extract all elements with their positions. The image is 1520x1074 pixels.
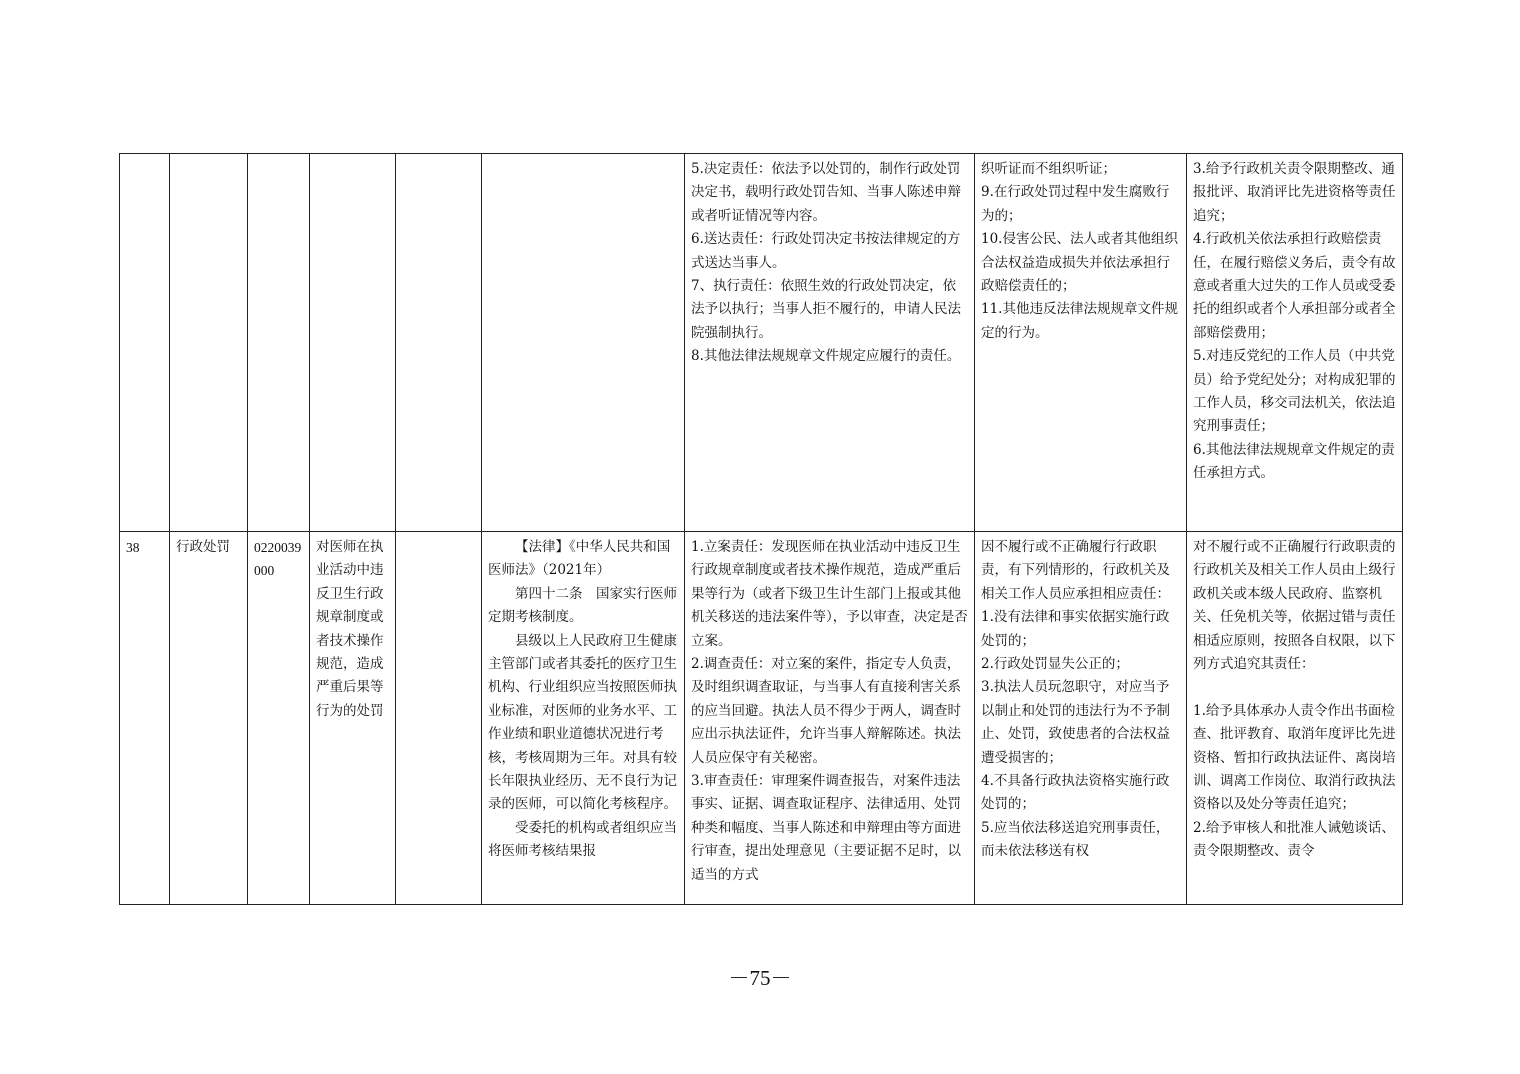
table-row <box>120 154 1403 532</box>
cell-no <box>120 154 170 532</box>
cell-type <box>170 154 248 532</box>
cell-accountability-method: 对不履行或不正确履行行政职责的行政机关及相关工作人员由上级行政机关或本级人民政府、监察机关、任免机关等，依据过错与责任相适应原则，按照各自权限，以下列方式追究其责任： 1.给予具体承办人责令作出书面检查、批评教育、取消年度评比先进资格、暂扣行政执法证件、离岗培训、调离工作岗位、取消行政执法资格以及处分等责任追究； 2.给予审核人和批准人诫勉谈话、责令限期整改、责令 <box>1187 532 1403 905</box>
basis-paragraph: 县级以上人民政府卫生健康主管部门或者其委托的医疗卫生机构、行业组织应当按照医师执业标准，对医师的业务水平、工作业绩和职业道德状况进行考核，考核周期为三年。对具有较长年限执业经历、无不良行为记录的医师，可以简化考核程序。 <box>488 632 677 813</box>
cell-accountability-cases: 因不履行或不正确履行行政职责，有下列情形的，行政机关及相关工作人员应承担相应责任： 1.没有法律和事实依据实施行政处罚的； 2.行政处罚显失公正的； 3.执法人员玩忽职守，对应当予以制止和处罚的违法行为不予制止、处罚，致使患者的合法权益遭受损害的； 4.不具备行政执法资格实施行政处罚的； 5.应当依法移送追究刑事责任，而未依法移送有权 <box>975 532 1187 905</box>
cell-code <box>248 154 310 532</box>
cell-accountability-cases: 织听证而不组织听证； 9.在行政处罚过程中发生腐败行为的； 10.侵害公民、法人或者其他组织合法权益造成损失并依法承担行政赔偿责任的； 11.其他违反法律法规规章文件规定的行为。 <box>975 154 1187 532</box>
table-row <box>120 532 1403 905</box>
basis-article: 第四十二条 国家实行医师定期考核制度。 <box>488 585 677 626</box>
cell-responsibility: 1.立案责任：发现医师在执业活动中违反卫生行政规章制度或者技术操作规范，造成严重后果等行为（或者下级卫生计生部门上报或其他机关移送的违法案件等），予以审查，决定是否立案。 2.调查责任：对立案的案件，指定专人负责，及时组织调查取证，与当事人有直接利害关系的应当回避。执法人员不得少于两人，调查时应出示执法证件，允许当事人辩解陈述。执法人员应保守有关秘密。 3.审查责任：审理案件调查报告，对案件违法事实、证据、调查取证程序、法律适用、处罚种类和幅度、当事人陈述和申辩理由等方面进行审查，提出处理意见（主要证据不足时，以适当的方式 <box>685 532 975 905</box>
cell-basis <box>482 154 685 532</box>
basis-law-title: 【法律】《中华人民共和国医师法》（2021年） <box>488 539 671 579</box>
cell-responsibility: 5.决定责任：依法予以处罚的，制作行政处罚决定书，载明行政处罚告知、当事人陈述申辩或者听证情况等内容。 6.送达责任：行政处罚决定书按法律规定的方式送达当事人。 7、执行责任：依照生效的行政处罚决定，依法予以执行；当事人拒不履行的，申请人民法院强制执行。 8.其他法律法规规章文件规定应履行的责任。 <box>685 154 975 532</box>
basis-paragraph: 受委托的机构或者组织应当将医师考核结果报 <box>488 819 677 860</box>
cell-name: 对医师在执业活动中违反卫生行政规章制度或者技术操作规范，造成严重后果等行为的处罚 <box>310 532 396 905</box>
cell-basis <box>482 532 685 905</box>
cell-type: 行政处罚 <box>170 532 248 905</box>
responsibility-table <box>119 153 1403 905</box>
cell-accountability-method: 3.给予行政机关责令限期整改、通报批评、取消评比先进资格等责任追究； 4.行政机关依法承担行政赔偿责任，在履行赔偿义务后，责令有故意或者重大过失的工作人员或受委托的组织或者个人承担部分或者全部赔偿费用； 5.对违反党纪的工作人员（中共党员）给予党纪处分；对构成犯罪的工作人员，移交司法机关，依法追究刑事责任； 6.其他法律法规规章文件规定的责任承担方式。 <box>1187 154 1403 532</box>
cell-no: 38 <box>120 532 170 905</box>
cell-sub <box>396 532 482 905</box>
page-number: －75－ <box>728 966 792 990</box>
cell-code: 0220039000 <box>248 532 310 905</box>
cell-sub <box>396 154 482 532</box>
cell-name <box>310 154 396 532</box>
